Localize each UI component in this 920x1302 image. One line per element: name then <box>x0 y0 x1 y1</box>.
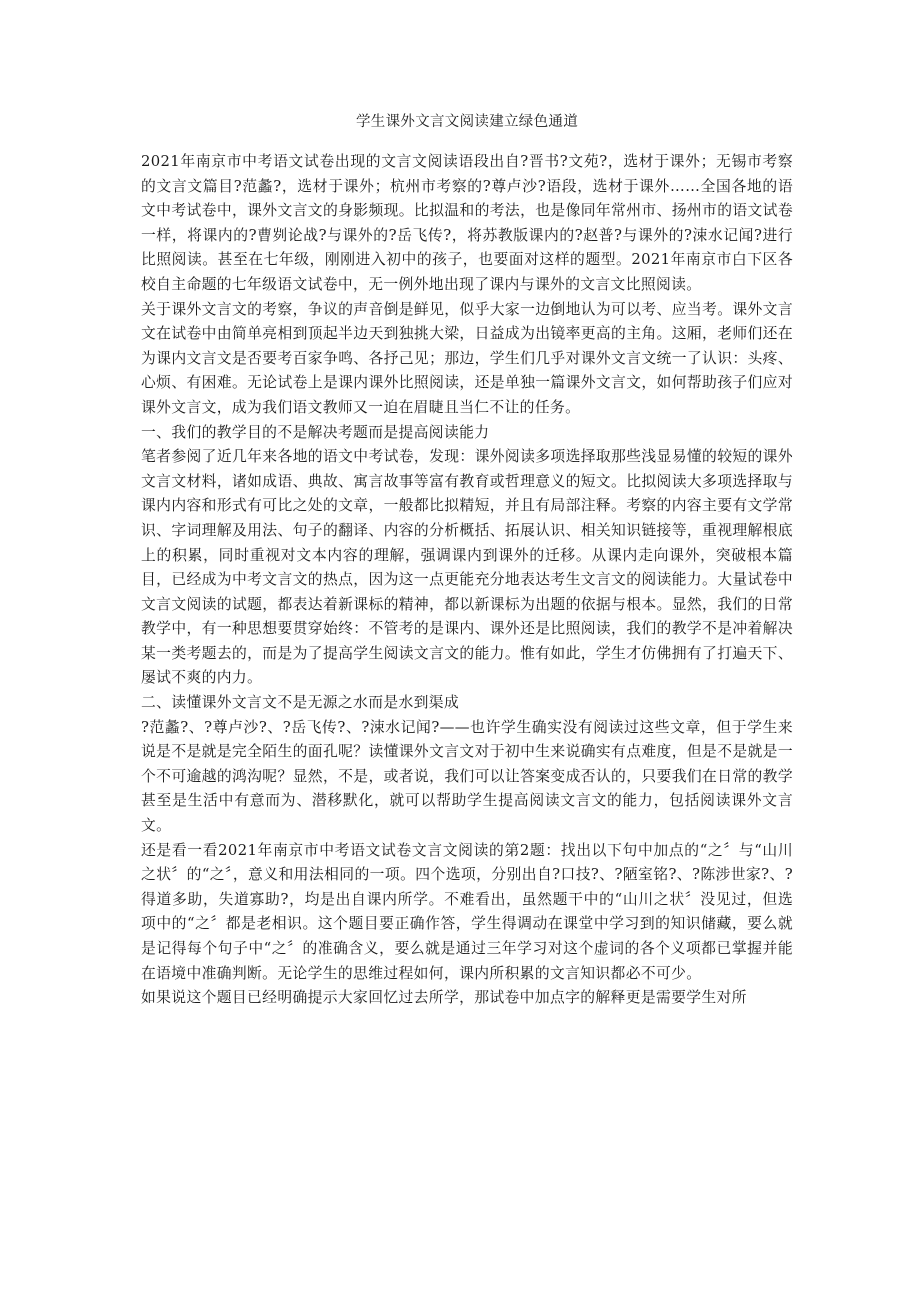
paragraph: ?范蠡?、?尊卢沙?、?岳飞传?、?涑水记闻?——也许学生确实没有阅读过这些文章，但于学生来说是不是就是完全陌生的面孔呢？读懂课外文言文对于初中生来说确实有点难度，但是不是就是一个不可逾越的鸿沟呢？显然，不是，或者说，我们可以让答案变成否认的，只要我们在日常的教学甚至是生活中有意而为、潜移默化，就可以帮助学生提高阅读文言文的能力，包括阅读课外文言文。 <box>141 718 793 835</box>
paragraph: 笔者参阅了近几年来各地的语文中考试卷，发现：课外阅读多项选择取那些浅显易懂的较短的课外文言文材料，诸如成语、典故、寓言故事等富有教育或哲理意义的短文。比拟阅读大多项选择取与课内内容和形式有可比之处的文章，一般都比拟精短，并且有局部注释。考察的内容主要有文学常识、字词理解及用法、句子的翻译、内容的分析概括、拓展认识、相关知识链接等，重视理解根底上的积累，同时重视对文本内容的理解，强调课内到课外的迁移。从课内走向课外，突破根本篇目，已经成为中考文言文的热点，因为这一点更能充分地表达考生文言文的阅读能力。大量试卷中文言文阅读的试题，都表达着新课标的精神，都以新课标为出题的依据与根本。显然，我们的日常教学中，有一种思想要贯穿始终：不管考的是课内、课外还是比照阅读，我们的教学不是冲着解决某一类考题去的，而是为了提高学生阅读文言文的能力。惟有如此，学生才仿佛拥有了打遍天下、屡试不爽的内力。 <box>141 448 793 687</box>
paragraph: 如果说这个题目已经明确提示大家回忆过去所学，那试卷中加点字的解释更是需要学生对所 <box>141 989 747 1007</box>
paragraph: 2021年南京市中考语文试卷出现的文言文阅读语段出自?晋书?文苑?，选材于课外；无锡市考察的文言文篇目?范蠡?，选材于课外；杭州市考察的?尊卢沙?语段，选材于课外……全国各地的语文中考试卷中，课外文言文的身影频现。比拟温和的考法，也是像同年常州市、扬州市的语文试卷一样，将课内的?曹刿论战?与课外的?岳飞传?，将苏教版课内的?赵普?与课外的?涑水记闻?进行比照阅读。甚至在七年级，刚刚进入初中的孩子，也要面对这样的题型。2021年南京市白下区各校自主命题的七年级语文试卷中，无一例外地出现了课内与课外的文言文比照阅读。 <box>141 153 793 293</box>
section-heading: 二、读懂课外文言文不是无源之水而是水到渠成 <box>141 694 460 712</box>
section-heading: 一、我们的教学目的不是解决考题而是提高阅读能力 <box>141 423 490 441</box>
paragraph: 关于课外文言文的考察，争议的声音倒是鲜见，似乎大家一边倒地认为可以考、应当考。课外文言文在试卷中由简单亮相到顶起半边天到独挑大梁，日益成为出镜率更高的主角。这厢，老师们还在为课内文言文是否要考百家争鸣、各抒己见；那边，学生们几乎对课外文言文统一了认识：头疼、心烦、有困难。无论试卷上是课内课外比照阅读，还是单独一篇课外文言文，如何帮助孩子们应对课外文言文，成为我们语文教师又一迫在眉睫且当仁不让的任务。 <box>141 300 793 416</box>
document-page <box>141 112 793 1011</box>
paragraph: 还是看一看2021年南京市中考语文试卷文言文阅读的第2题：找出以下句中加点的“之〞与“山川之状〞的“之〞，意义和用法相同的一项。四个选项，分别出自?口技?、?陋室铭?、?陈涉世家?、?得道多助，失道寡助?，均是出自课内所学。不难看出，虽然题干中的“山川之状〞没见过，但选项中的“之〞都是老相识。这个题目要正确作答，学生得调动在课堂中学习到的知识储藏，要么就是记得每个句子中“之〞的准确含义，要么就是通过三年学习对这个虚词的各个义项都已掌握并能在语境中准确判断。无论学生的思维过程如何，课内所积累的文言知识都必不可少。 <box>141 841 793 982</box>
document-title: 学生课外文言文阅读建立绿色通道 <box>356 114 578 130</box>
